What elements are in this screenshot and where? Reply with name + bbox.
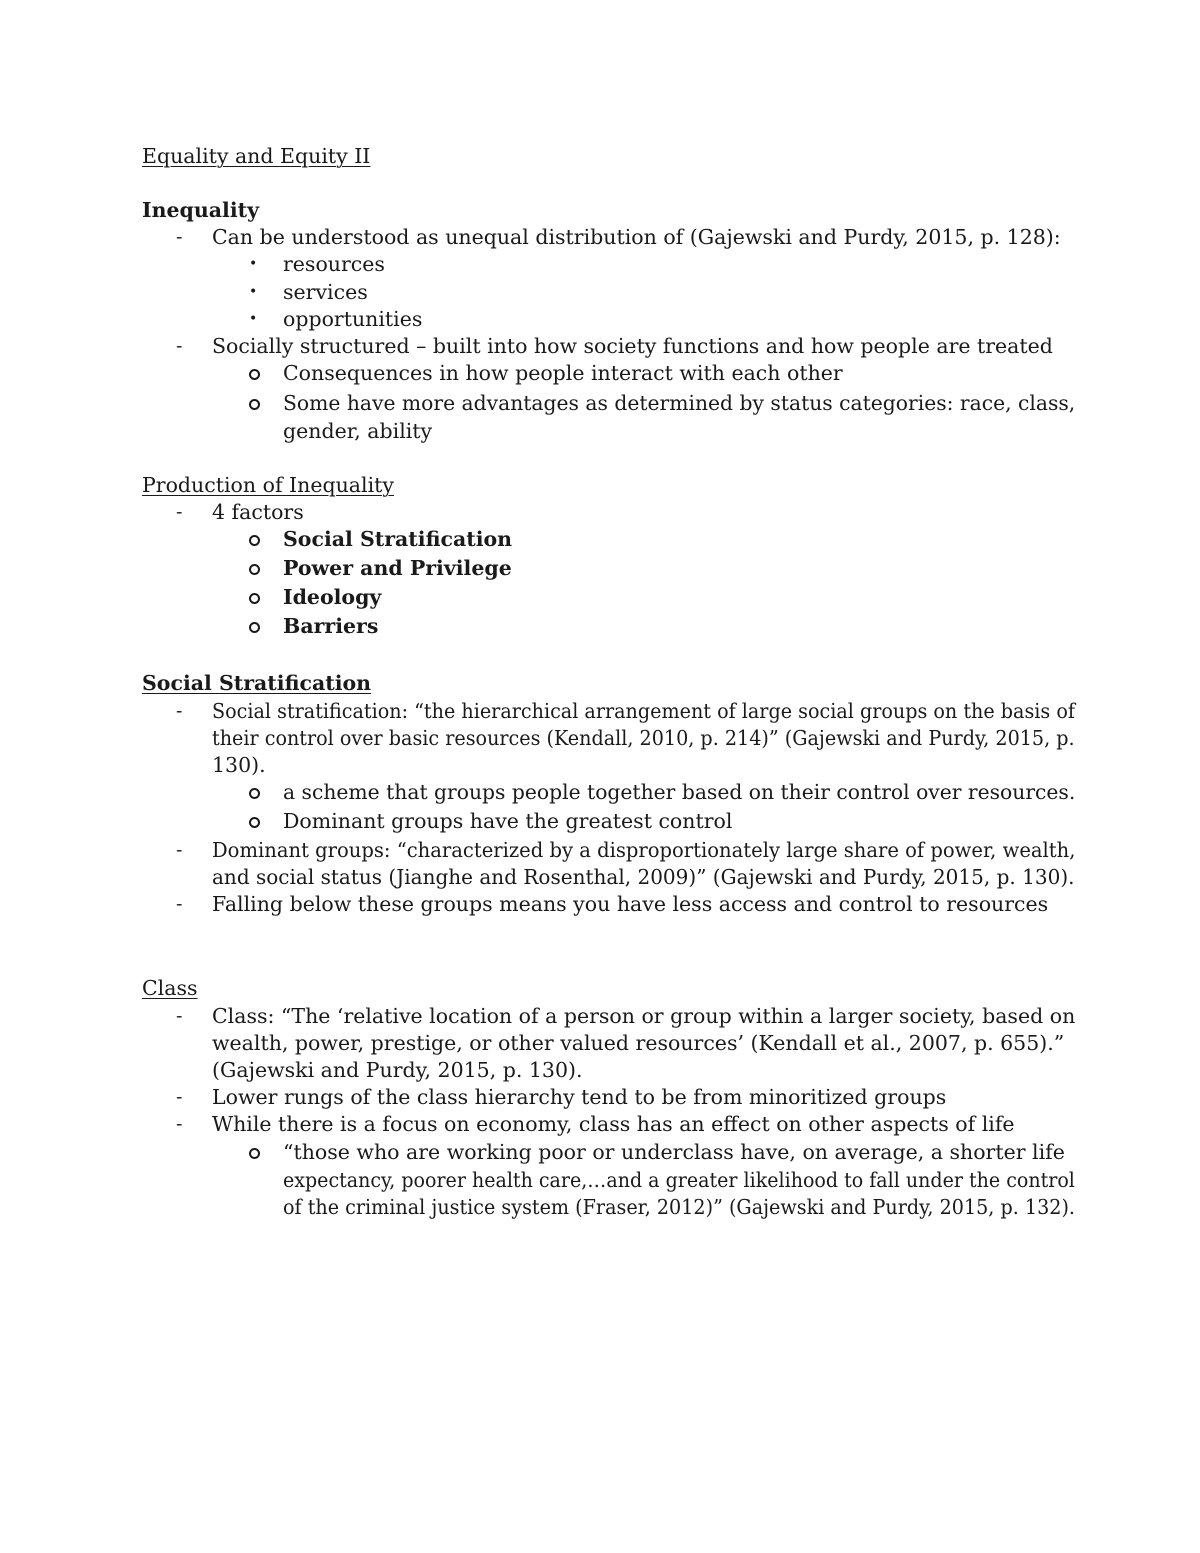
list-item: [0, 837, 1200, 864]
sub-list-item: [0, 251, 1200, 278]
sub-list-item-text: a scheme that groups people together based on their control over resources.: [283, 780, 1076, 804]
list-item: [0, 698, 1200, 725]
inequality-heading-line: [0, 197, 1200, 224]
list-item-text: and social status (Jianghe and Rosenthal, 2009)” (Gajewski and Purdy, 2015, p. 130).: [212, 865, 1075, 889]
list-item-text: 4 factors: [212, 500, 304, 524]
list-item: [0, 499, 1200, 526]
circle-bullet-icon: [249, 399, 260, 410]
circle-bullet-icon: [249, 535, 260, 546]
sub-list-item-continuation: [0, 418, 1200, 445]
factor-text: Ideology: [283, 585, 382, 609]
sub-list-item-text: opportunities: [283, 307, 423, 331]
bullet-marker: •: [249, 256, 258, 272]
production-heading-line: [0, 472, 1200, 499]
sub-list-item-text: expectancy, poorer health care,…and a greater likelihood to fall under the control: [283, 1168, 1075, 1192]
production-heading: Production of Inequality: [142, 473, 394, 497]
sub-list-item-text: Consequences in how people interact with each other: [283, 361, 843, 385]
sub-list-item-text: Dominant groups have the greatest control: [283, 809, 733, 833]
circle-bullet-icon: [249, 369, 260, 380]
sub-list-item-text: Some have more advantages as determined by status categories: race, class,: [283, 391, 1076, 415]
list-item-text: (Gajewski and Purdy, 2015, p. 130).: [212, 1058, 583, 1082]
sub-list-item-text: of the criminal justice system (Fraser, 2012)” (Gajewski and Purdy, 2015, p. 132).: [283, 1195, 1076, 1219]
dash-marker: -: [176, 839, 183, 861]
inequality-heading: Inequality: [142, 198, 260, 222]
list-item: [0, 224, 1200, 251]
list-item-continuation: [0, 864, 1200, 891]
class-heading: Class: [142, 976, 198, 1000]
dash-marker: -: [176, 893, 183, 915]
circle-bullet-icon: [249, 817, 260, 828]
list-item: [0, 1111, 1200, 1138]
dash-marker: -: [176, 700, 183, 722]
sub-list-item-text: resources: [283, 252, 385, 276]
factor-text: Barriers: [283, 614, 379, 638]
circle-bullet-icon: [249, 788, 260, 799]
dash-marker: -: [176, 226, 183, 248]
document-title-line: [0, 143, 1200, 170]
list-item-text: Can be understood as unequal distribution of (Gajewski and Purdy, 2015, p. 128):: [212, 225, 1061, 249]
dash-marker: -: [176, 335, 183, 357]
sub-list-item: [0, 808, 1200, 835]
circle-bullet-icon: [249, 622, 260, 633]
list-item-text: While there is a focus on economy, class has an effect on other aspects of life: [212, 1112, 1015, 1136]
sub-list-item-continuation: [0, 1167, 1200, 1194]
list-item-text: Social stratification: “the hierarchical arrangement of large social groups on the basis of: [212, 699, 1075, 723]
sub-list-item-text: “those who are working poor or underclass have, on average, a shorter life: [283, 1140, 1065, 1164]
list-item-continuation: [0, 752, 1200, 779]
list-item-text: Lower rungs of the class hierarchy tend to be from minoritized groups: [212, 1085, 947, 1109]
sub-list-item-text: gender, ability: [283, 419, 433, 443]
circle-bullet-icon: [249, 593, 260, 604]
sub-list-item-continuation: [0, 1194, 1200, 1221]
list-item: [0, 1084, 1200, 1111]
stratification-heading-line: [0, 670, 1200, 697]
list-item-continuation: [0, 725, 1200, 752]
dash-marker: -: [176, 501, 183, 523]
list-item-text: Class: “The ‘relative location of a person or group within a larger society, based on: [212, 1004, 1076, 1028]
list-item-text: Socially structured – built into how society functions and how people are treated: [212, 334, 1053, 358]
factor-item: [0, 584, 1200, 611]
list-item-text: their control over basic resources (Kendall, 2010, p. 214)” (Gajewski and Purdy, 2015, p.: [212, 726, 1075, 750]
sub-list-item: [0, 306, 1200, 333]
factor-item: [0, 555, 1200, 582]
circle-bullet-icon: [249, 1148, 260, 1159]
sub-list-item: [0, 779, 1200, 806]
list-item-text: 130).: [212, 753, 266, 777]
dash-marker: -: [176, 1086, 183, 1108]
list-item: [0, 333, 1200, 360]
sub-list-item: [0, 1139, 1200, 1166]
list-item-continuation: [0, 1030, 1200, 1057]
dash-marker: -: [176, 1005, 183, 1027]
list-item-continuation: [0, 1057, 1200, 1084]
sub-list-item: [0, 390, 1200, 417]
factor-item: [0, 526, 1200, 553]
factor-item: [0, 613, 1200, 640]
factor-text: Power and Privilege: [283, 556, 512, 580]
list-item: [0, 1003, 1200, 1030]
list-item-text: Dominant groups: “characterized by a disproportionately large share of power, wealth,: [212, 838, 1076, 862]
list-item-text: Falling below these groups means you have less access and control to resources: [212, 892, 1049, 916]
bullet-marker: •: [249, 311, 258, 327]
sub-list-item: [0, 360, 1200, 387]
stratification-heading: Social Stratification: [142, 671, 372, 695]
list-item-text: wealth, power, prestige, or other valued resources’ (Kendall et al., 2007, p. 655).”: [212, 1031, 1065, 1055]
class-heading-line: [0, 975, 1200, 1002]
bullet-marker: •: [249, 284, 258, 300]
sub-list-item: [0, 279, 1200, 306]
document-title: Equality and Equity II: [142, 144, 371, 168]
sub-list-item-text: services: [283, 280, 368, 304]
factor-text: Social Stratification: [283, 527, 513, 551]
circle-bullet-icon: [249, 564, 260, 575]
dash-marker: -: [176, 1113, 183, 1135]
list-item: [0, 891, 1200, 918]
